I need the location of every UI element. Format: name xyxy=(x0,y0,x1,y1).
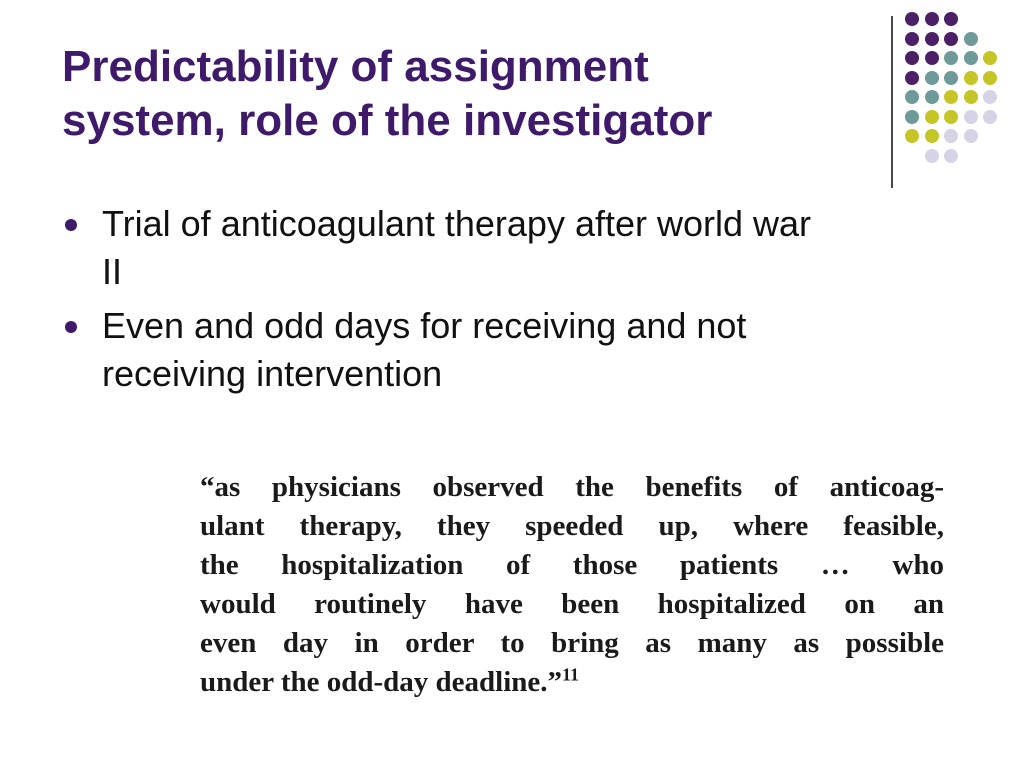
decorative-dot-olive xyxy=(964,90,978,104)
quote-image xyxy=(194,460,944,710)
decorative-dot-purple xyxy=(944,32,958,46)
bullet-list xyxy=(62,200,962,404)
decorative-dot-teal xyxy=(905,90,919,104)
quote-line-6 xyxy=(194,663,944,702)
bullet-1-line-1: Trial of anticoagulant therapy after world war xyxy=(102,203,812,244)
slide-title-line-1: Predictability of assignment xyxy=(62,42,649,91)
decorative-dot-teal xyxy=(944,51,958,65)
bullet-item-1 xyxy=(62,200,962,296)
decorative-dot-olive xyxy=(925,129,939,143)
quote-line-4: would routinely have been hospitalized on an xyxy=(200,588,944,620)
quote-line-1: “as physicians observed the benefits of anticoag- xyxy=(200,471,944,503)
decorative-dot-lavender xyxy=(964,129,978,143)
decorative-dot-teal xyxy=(964,32,978,46)
quote-line-3: the hospitalization of those patients … who xyxy=(200,549,944,581)
decorative-dot-lavender xyxy=(944,149,958,163)
decorative-dot-lavender xyxy=(944,129,958,143)
decorative-dot-purple xyxy=(905,51,919,65)
decorative-dot-purple xyxy=(944,12,958,26)
decorative-dot-teal xyxy=(925,90,939,104)
decorative-dot-olive xyxy=(905,129,919,143)
decorative-dot-olive xyxy=(964,71,978,85)
decorative-dot-purple xyxy=(905,12,919,26)
decorative-dot-teal xyxy=(925,71,939,85)
decorative-dot-olive xyxy=(944,90,958,104)
decorative-dot-teal xyxy=(964,51,978,65)
decorative-dot-teal xyxy=(905,110,919,124)
decorative-dot-lavender xyxy=(925,149,939,163)
bullet-item-2 xyxy=(62,302,962,398)
title-divider xyxy=(891,16,893,188)
quote-footnote: 11 xyxy=(562,664,580,685)
slide-title-line-2: system, role of the investigator xyxy=(62,96,713,145)
decorative-dot-purple xyxy=(925,12,939,26)
decorative-dot-lavender xyxy=(983,110,997,124)
decorative-dot-purple xyxy=(905,71,919,85)
decorative-dot-purple xyxy=(925,51,939,65)
bullet-1-line-2: II xyxy=(102,251,123,292)
decorative-dot-olive xyxy=(925,110,939,124)
decorative-dot-olive xyxy=(983,71,997,85)
decorative-dot-olive xyxy=(944,110,958,124)
slide-title xyxy=(62,40,862,148)
bullet-2-line-1: Even and odd days for receiving and not xyxy=(102,305,747,346)
decorative-dot-olive xyxy=(983,51,997,65)
bullet-dot-icon xyxy=(65,321,77,333)
quote-line-5: even day in order to bring as many as possible xyxy=(200,627,944,659)
decorative-dot-lavender xyxy=(964,110,978,124)
decorative-dot-lavender xyxy=(983,90,997,104)
decorative-dot-purple xyxy=(905,32,919,46)
quote-line-6-text: under the odd-day deadline.” xyxy=(200,666,563,698)
decorative-dot-purple xyxy=(925,32,939,46)
quote-line-2: ulant therapy, they speeded up, where feasible, xyxy=(200,510,944,542)
decorative-dot-teal xyxy=(944,71,958,85)
bullet-2-line-2: receiving intervention xyxy=(102,353,443,394)
bullet-dot-icon xyxy=(65,219,77,231)
decorative-dot-pattern xyxy=(905,12,1015,172)
